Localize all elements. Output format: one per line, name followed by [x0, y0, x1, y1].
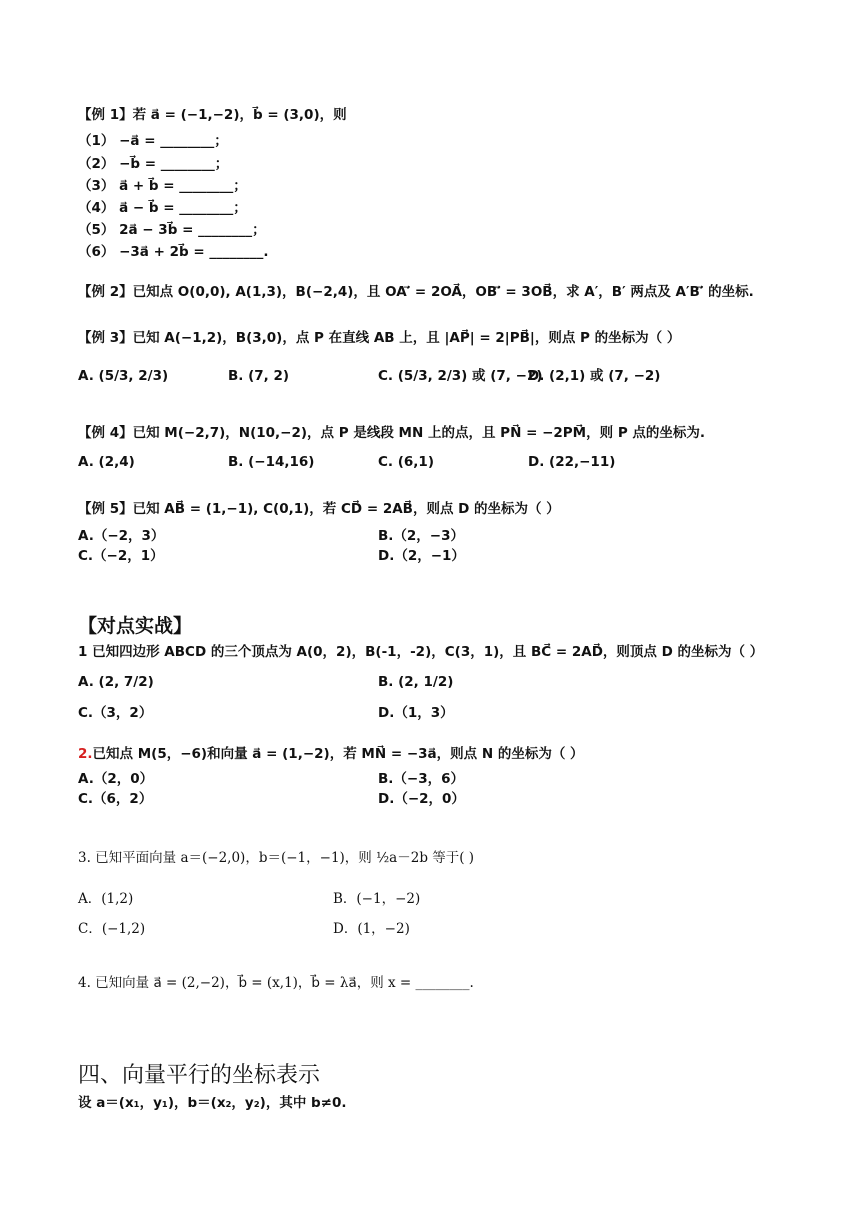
practice-q1-option-a: A. (2, 7/2): [78, 674, 154, 690]
example-3-option-a: A. (5/3, 2/3): [78, 368, 169, 384]
practice-heading: 【对点实战】: [78, 615, 193, 637]
section-4-text: 设 a＝(x₁，y₁)，b＝(x₂，y₂)，其中 b≠0.: [78, 1095, 347, 1111]
example-2-stem: 【例 2】已知点 O(0,0), A(1,3)，B(−2,4)，且 OA′⃗ = 2OA⃗，OB′⃗ = 3OB⃗，求 A′，B′ 两点及 A′B′⃗ 的坐标.: [78, 284, 754, 300]
practice-q3-option-b: B．(−1，−2): [333, 891, 421, 907]
example-5-stem: 【例 5】已知 AB⃗ = (1,−1), C(0,1)，若 CD⃗ = 2AB⃗，则点 D 的坐标为（ ）: [78, 501, 560, 517]
practice-q2-option-b: B.（−3，6）: [378, 771, 465, 787]
practice-q3-option-d: D．(1，−2): [333, 921, 410, 937]
example-3-stem: 【例 3】已知 A(−1,2)，B(3,0)，点 P 在直线 AB 上，且 |AP⃗| = 2|PB⃗|，则点 P 的坐标为（ ）: [78, 330, 681, 346]
example-5-option-d: D.（2，−1）: [378, 548, 465, 564]
practice-q2-number: 2.: [78, 746, 93, 762]
example-3-option-d: D. (2,1) 或 (7, −2): [528, 368, 661, 384]
example-4-option-a: A. (2,4): [78, 454, 135, 470]
example-1-item-1: （1） −a⃗ = ________；: [78, 133, 228, 149]
example-5-option-a: A.（−2，3）: [78, 528, 165, 544]
practice-q3-option-c: C．(−1,2): [78, 921, 146, 937]
section-4-heading: 四、向量平行的坐标表示: [78, 1063, 321, 1088]
example-4-option-b: B. (−14,16): [228, 454, 315, 470]
practice-q3-option-a: A．(1,2): [78, 891, 134, 907]
practice-q1-stem: 1 已知四边形 ABCD 的三个顶点为 A(0，2)，B(-1，-2)，C(3，1)，且 BC⃗ = 2AD⃗，则顶点 D 的坐标为（ ）: [78, 644, 764, 660]
example-1-item-2: （2） −b⃗ = ________；: [78, 156, 229, 172]
example-1-item-5: （5） 2a⃗ − 3b⃗ = ________；: [78, 222, 266, 238]
example-4-option-c: C. (6,1): [378, 454, 434, 470]
practice-q2-option-c: C.（6，2）: [78, 791, 153, 807]
example-1-item-4: （4） a⃗ − b⃗ = ________；: [78, 200, 247, 216]
practice-q3-stem: 3. 已知平面向量 a＝(−2,0)，b＝(−1，−1)，则 ½a－2b 等于( ): [78, 850, 475, 866]
example-1-item-3: （3） a⃗ + b⃗ = ________；: [78, 178, 247, 194]
example-3-option-b: B. (7, 2): [228, 368, 290, 384]
practice-q2-option-d: D.（−2，0）: [378, 791, 465, 807]
practice-q2-line: [78, 745, 584, 763]
practice-q1-option-b: B. (2, 1/2): [378, 674, 454, 690]
example-5-option-b: B.（2，−3）: [378, 528, 465, 544]
example-4-stem: 【例 4】已知 M(−2,7)，N(10,−2)，点 P 是线段 MN 上的点，且 PN⃗ = −2PM⃗，则 P 点的坐标为.: [78, 425, 706, 441]
practice-q4-stem: 4. 已知向量 a⃗ = (2,−2)，b⃗ = (x,1)，b⃗ = λa⃗，则 x = ________.: [78, 975, 474, 991]
example-4-option-d: D. (22,−11): [528, 454, 616, 470]
practice-q2-stem: 已知点 M(5，−6)和向量 a⃗ = (1,−2)，若 MN⃗ = −3a⃗，则点 N 的坐标为（ ）: [92, 746, 584, 762]
practice-q1-option-d: D.（1，3）: [378, 705, 454, 721]
practice-q2-option-a: A.（2，0）: [78, 771, 154, 787]
example-5-option-c: C.（−2，1）: [78, 548, 164, 564]
practice-q1-option-c: C.（3，2）: [78, 705, 153, 721]
example-1-item-6: （6） −3a⃗ + 2b⃗ = ________.: [78, 244, 269, 260]
example-3-option-c: C. (5/3, 2/3) 或 (7, −2): [378, 368, 543, 384]
example-1-stem: 【例 1】若 a⃗ = (−1,−2)，b⃗ = (3,0)，则: [78, 107, 347, 123]
